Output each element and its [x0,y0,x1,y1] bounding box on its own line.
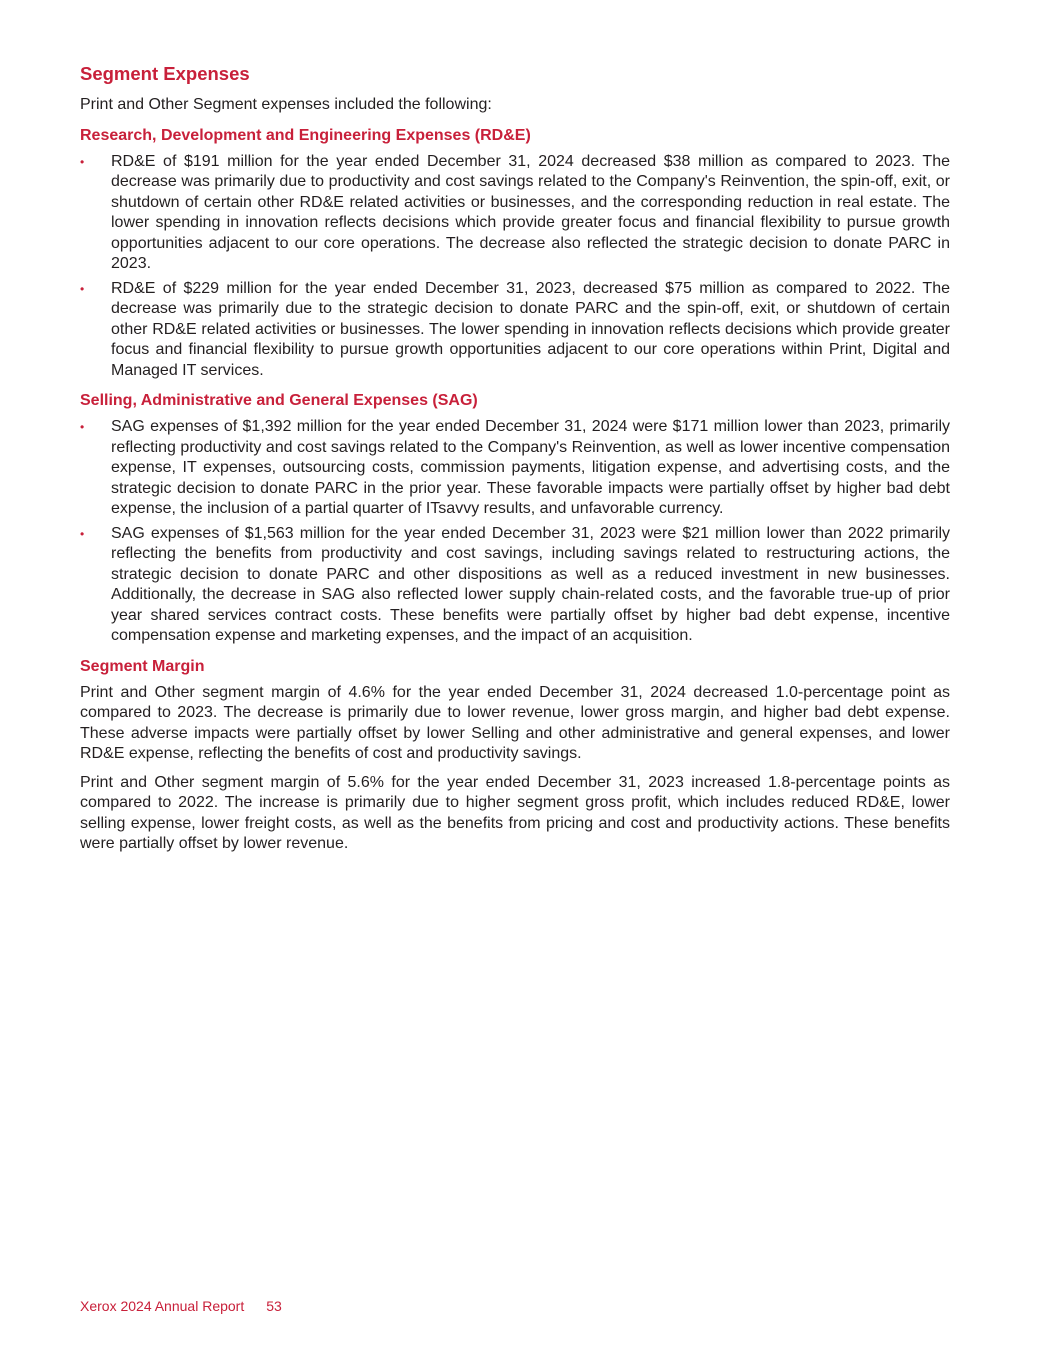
rde-heading: Research, Development and Engineering Expenses (RD&E) [80,126,531,144]
margin-paragraph: Print and Other segment margin of 5.6% for the year ended December 31, 2023 increased 1.8-percentage points as compared to 2022. The increase is primarily due to higher segment gross profit, which includes reduced RD&E, lower selling expense, lower freight costs, as well as the benefits from pricing and cost and productivity actions. These benefits were partially offset by lower revenue. [80,773,950,852]
section-title: Segment Expenses [80,63,250,84]
bullet-icon: • [80,154,85,169]
page-number: 53 [266,1298,282,1314]
sag-heading: Selling, Administrative and General Expenses (SAG) [80,392,478,409]
list-item: • SAG expenses of $1,563 million for the year ended December 31, 2023 were $21 million lower than 2022 primarily reflecting the benefits from productivity and cost savings, including savings related to restructuring actions, the strategic decision to donate PARC and other dispositions as well as a reduced investment in new businesses. Additionally, the decrease in SAG also reflected lower supply chain-related costs, and the favorable true-up of prior year shared services contract costs. These benefits were partially offset by higher bad debt expense, incentive compensation expense and marketing expenses, and the impact of an acquisition. [80,524,950,644]
sag-list [80,417,950,647]
margin-paragraph: Print and Other segment margin of 4.6% for the year ended December 31, 2024 decreased 1.0-percentage point as compared to 2023. The decrease is primarily due to lower revenue, lower gross margin, and higher bad debt expense. These adverse impacts were partially offset by lower Selling and other administrative and general expenses, and lower RD&E expense, reflecting the benefits of cost and productivity savings. [80,683,950,762]
report-name: Xerox 2024 Annual Report [80,1298,245,1314]
list-item: • RD&E of $191 million for the year ended December 31, 2024 decreased $38 million as compared to 2023. The decrease was primarily due to productivity and cost savings related to the Company's Reinvention, the spin-off, exit, or shutdown of certain other RD&E related activities or businesses, and the corresponding reduction in real estate. The lower spending in innovation reflects decisions which provide greater focus and financial flexibility to pursue growth opportunities adjacent to our core operations. The decrease also reflected the strategic decision to donate PARC in 2023. [80,152,950,272]
page-footer [80,1298,304,1314]
bullet-icon: • [80,281,85,296]
bullet-icon: • [80,526,85,541]
bullet-icon: • [80,420,85,434]
list-item: • RD&E of $229 million for the year ended December 31, 2023, decreased $75 million as compared to 2022. The decrease was primarily due to the strategic decision to donate PARC and the spin-off, exit, or shutdown of certain other RD&E related activities or businesses. The lower spending in innovation reflects decisions which provide greater focus and financial flexibility to pursue growth opportunities adjacent to our core operations within Print, Digital and Managed IT services. [80,279,950,379]
margin-heading: Segment Margin [80,657,205,675]
intro-text: Print and Other Segment expenses included the following: [80,96,492,113]
rde-list [80,152,950,382]
page-content [80,62,950,863]
list-item: • SAG expenses of $1,392 million for the year ended December 31, 2024 were $171 million lower than 2023, primarily reflecting productivity and cost savings related to the Company's Reinvention, as well as lower incentive compensation expense, IT expenses, outsourcing costs, commission payments, litigation expense, and advertising costs, and the strategic decision to donate PARC in the prior year. These favorable impacts were partially offset by higher bad debt expense, the inclusion of a partial quarter of ITsavvy results, and unfavorable currency. [80,418,950,517]
